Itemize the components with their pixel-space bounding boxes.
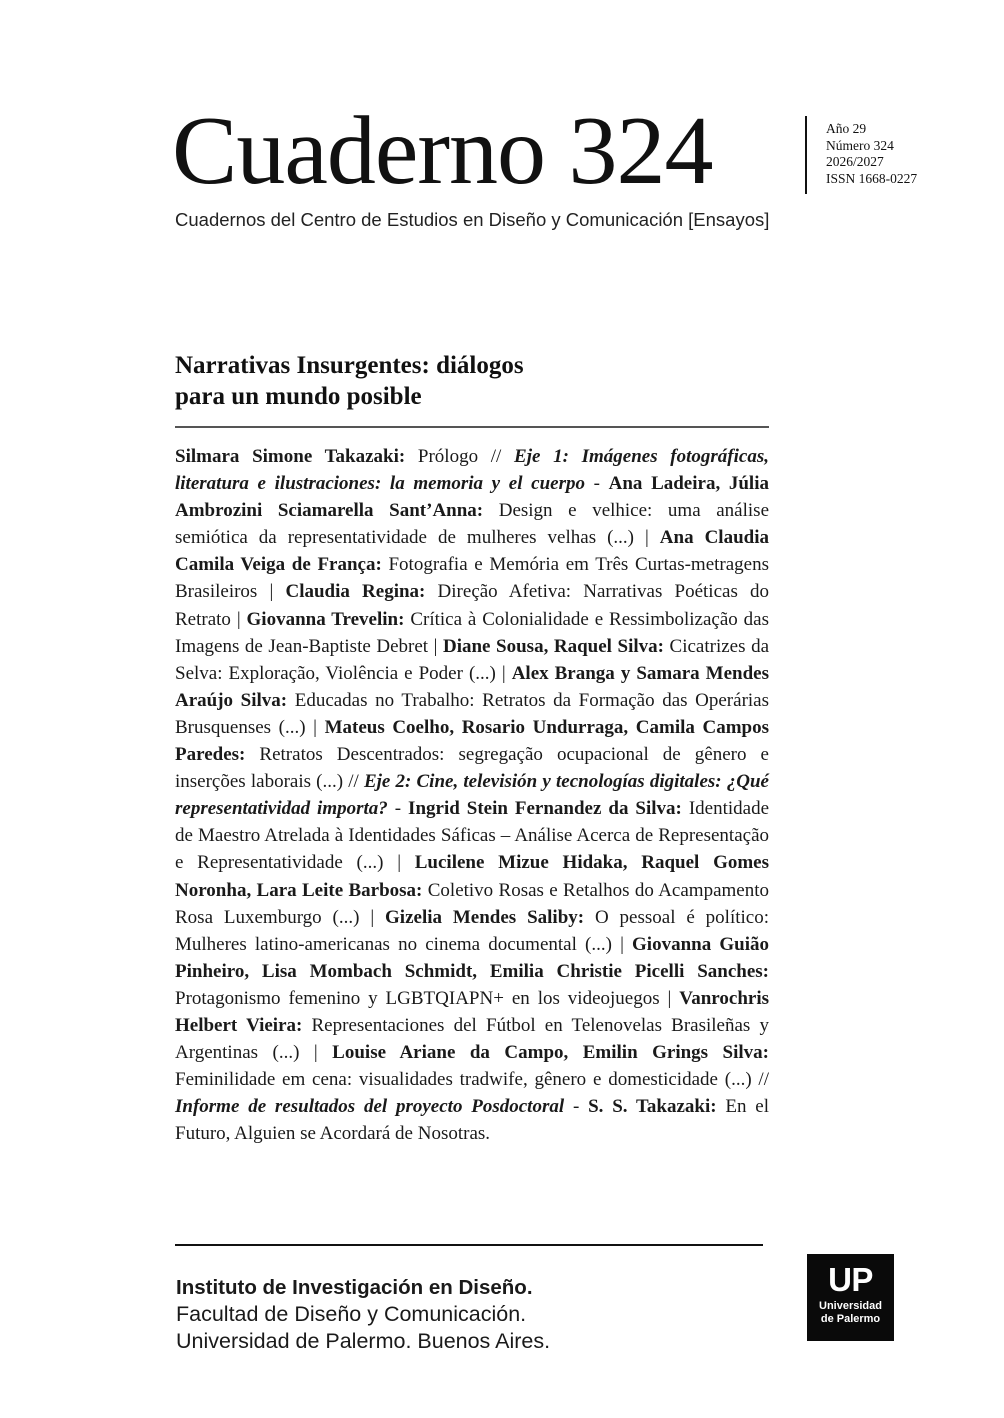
footer-divider xyxy=(175,1244,763,1246)
journal-subtitle: Cuadernos del Centro de Estudios en Diseño y Comunicación [Ensayos] xyxy=(175,209,770,230)
contents-author: Diane Sousa, Raquel Silva: xyxy=(442,635,664,657)
contents-author: Ana Claudia Camila Veiga de França: xyxy=(175,527,769,576)
contents-author: Silmara Simone Takazaki: xyxy=(175,446,406,467)
logo-line-1: Universidad xyxy=(819,1300,882,1312)
title-divider xyxy=(175,426,769,428)
contents-author: Louise Ariane da Campo, Emilin Grings Silva: xyxy=(332,1042,769,1064)
contents-author: Gizelia Mendes Saliby: xyxy=(385,906,585,928)
contents-text: Representaciones del Fútbol en Telenovelas Brasileñas y Argentinas (...) | xyxy=(175,1014,769,1064)
contents-section-heading: Eje 2: Cine, televisión y tecnologías digitales: ¿Qué representatividad importa? xyxy=(175,771,769,820)
contents-text: Coletivo Rosas e Retalhos do Acampamento Rosa Luxemburgo (...) | xyxy=(175,879,769,928)
contents-text: Identidade de Maestro Atrelada à Identidades Sáficas – Análise Acerca de Representação e Representatividade (...) | xyxy=(175,798,770,874)
issue-title xyxy=(175,350,524,412)
contents-text: Crítica à Colonialidade e Ressimbolização das Imagens de Jean-Baptiste Debret | xyxy=(175,608,769,657)
logo-line-2: de Palermo xyxy=(820,1313,881,1325)
issue-title-line-1: Narrativas Insurgentes: diálogos xyxy=(175,352,524,379)
contents-author: Alex Branga y Samara Mendes Araújo Silva: xyxy=(175,662,769,711)
contents-author: Ana Ladeira, Júlia Ambrozini Sciamarella Sant’Anna: xyxy=(175,473,769,522)
contents-text: Prólogo // xyxy=(405,446,515,467)
contents-section-heading: Informe de resultados del proyecto Posdoctoral xyxy=(175,1096,565,1118)
journal-title: Cuaderno 324 xyxy=(172,97,713,205)
publisher-footer xyxy=(176,1274,550,1355)
meta-number: Número 324 xyxy=(826,137,894,153)
issue-meta xyxy=(826,121,917,187)
contents-section-heading: Eje 1: Imágenes fotográficas, literatura e ilustraciones: la memoria y el cuerpo xyxy=(175,446,769,495)
contents-text: - xyxy=(564,1096,589,1118)
contents-text: O pessoal é político: Mulheres latino-americanas no cinema documental (...) | xyxy=(175,906,770,955)
contents-text: Educadas no Trabalho: Retratos da Formação das Operárias Brusquenses (...) | xyxy=(175,689,769,738)
contents-author: Vanrochris Helbert Vieira: xyxy=(175,987,769,1036)
contents-text: Protagonismo femenino y LGBTQIAPN+ en los videojuegos | xyxy=(175,987,680,1009)
contents-author: Giovanna Guião Pinheiro, Lisa Mombach Schmidt, Emilia Christie Picelli Sanches: xyxy=(175,933,769,982)
contents-author: Ingrid Stein Fernandez da Silva: xyxy=(408,798,682,820)
logo-mark: UP xyxy=(828,1261,873,1298)
contents-text: Direção Afetiva: Narrativas Poéticas do Retrato | xyxy=(175,581,770,630)
contents-author: Claudia Regina: xyxy=(285,581,426,603)
up-logo xyxy=(807,1254,894,1341)
contents-text: - xyxy=(387,798,409,820)
contents-author: Mateus Coelho, Rosario Undurraga, Camila Campos Paredes: xyxy=(175,716,769,766)
contents-text: Design e velhice: uma análise semiótica da representatividade de mulheres velhas (...) | xyxy=(175,500,769,549)
contents-text: En el Futuro, Alguien se Acordará de Nosotras. xyxy=(175,1096,769,1145)
issue-title-line-2: para un mundo posible xyxy=(175,383,422,410)
contents-author: Lucilene Mizue Hidaka, Raquel Gomes Noronha, Lara Leite Barbosa: xyxy=(175,852,769,901)
contents-author: S. S. Takazaki: xyxy=(588,1096,717,1118)
meta-period: 2026/2027 xyxy=(826,154,884,169)
contents-text: Feminilidade em cena: visualidades tradwife, gênero e domesticidade (...) // xyxy=(175,1069,769,1091)
contents-author: Giovanna Trevelin: xyxy=(246,608,405,630)
footer-faculty: Facultad de Diseño y Comunicación. xyxy=(176,1302,527,1326)
footer-university: Universidad de Palermo. Buenos Aires. xyxy=(176,1329,551,1353)
meta-year: Año 29 xyxy=(826,121,867,136)
meta-divider xyxy=(805,116,807,194)
contents-text: Fotografia e Memória em Três Curtas-metragens Brasileiros | xyxy=(175,554,769,603)
contents-text: Cicatrizes da Selva: Exploração, Violência e Poder (...) | xyxy=(175,635,770,684)
table-of-contents xyxy=(175,443,769,1147)
contents-text: Retratos Descentrados: segregação ocupacional de gênero e inserções laborais (...) // xyxy=(175,744,769,793)
contents-text: - xyxy=(584,473,609,495)
meta-issn: ISSN 1668-0227 xyxy=(826,170,918,186)
footer-institute: Instituto de Investigación en Diseño. xyxy=(176,1276,533,1299)
logo-text xyxy=(807,1300,894,1326)
